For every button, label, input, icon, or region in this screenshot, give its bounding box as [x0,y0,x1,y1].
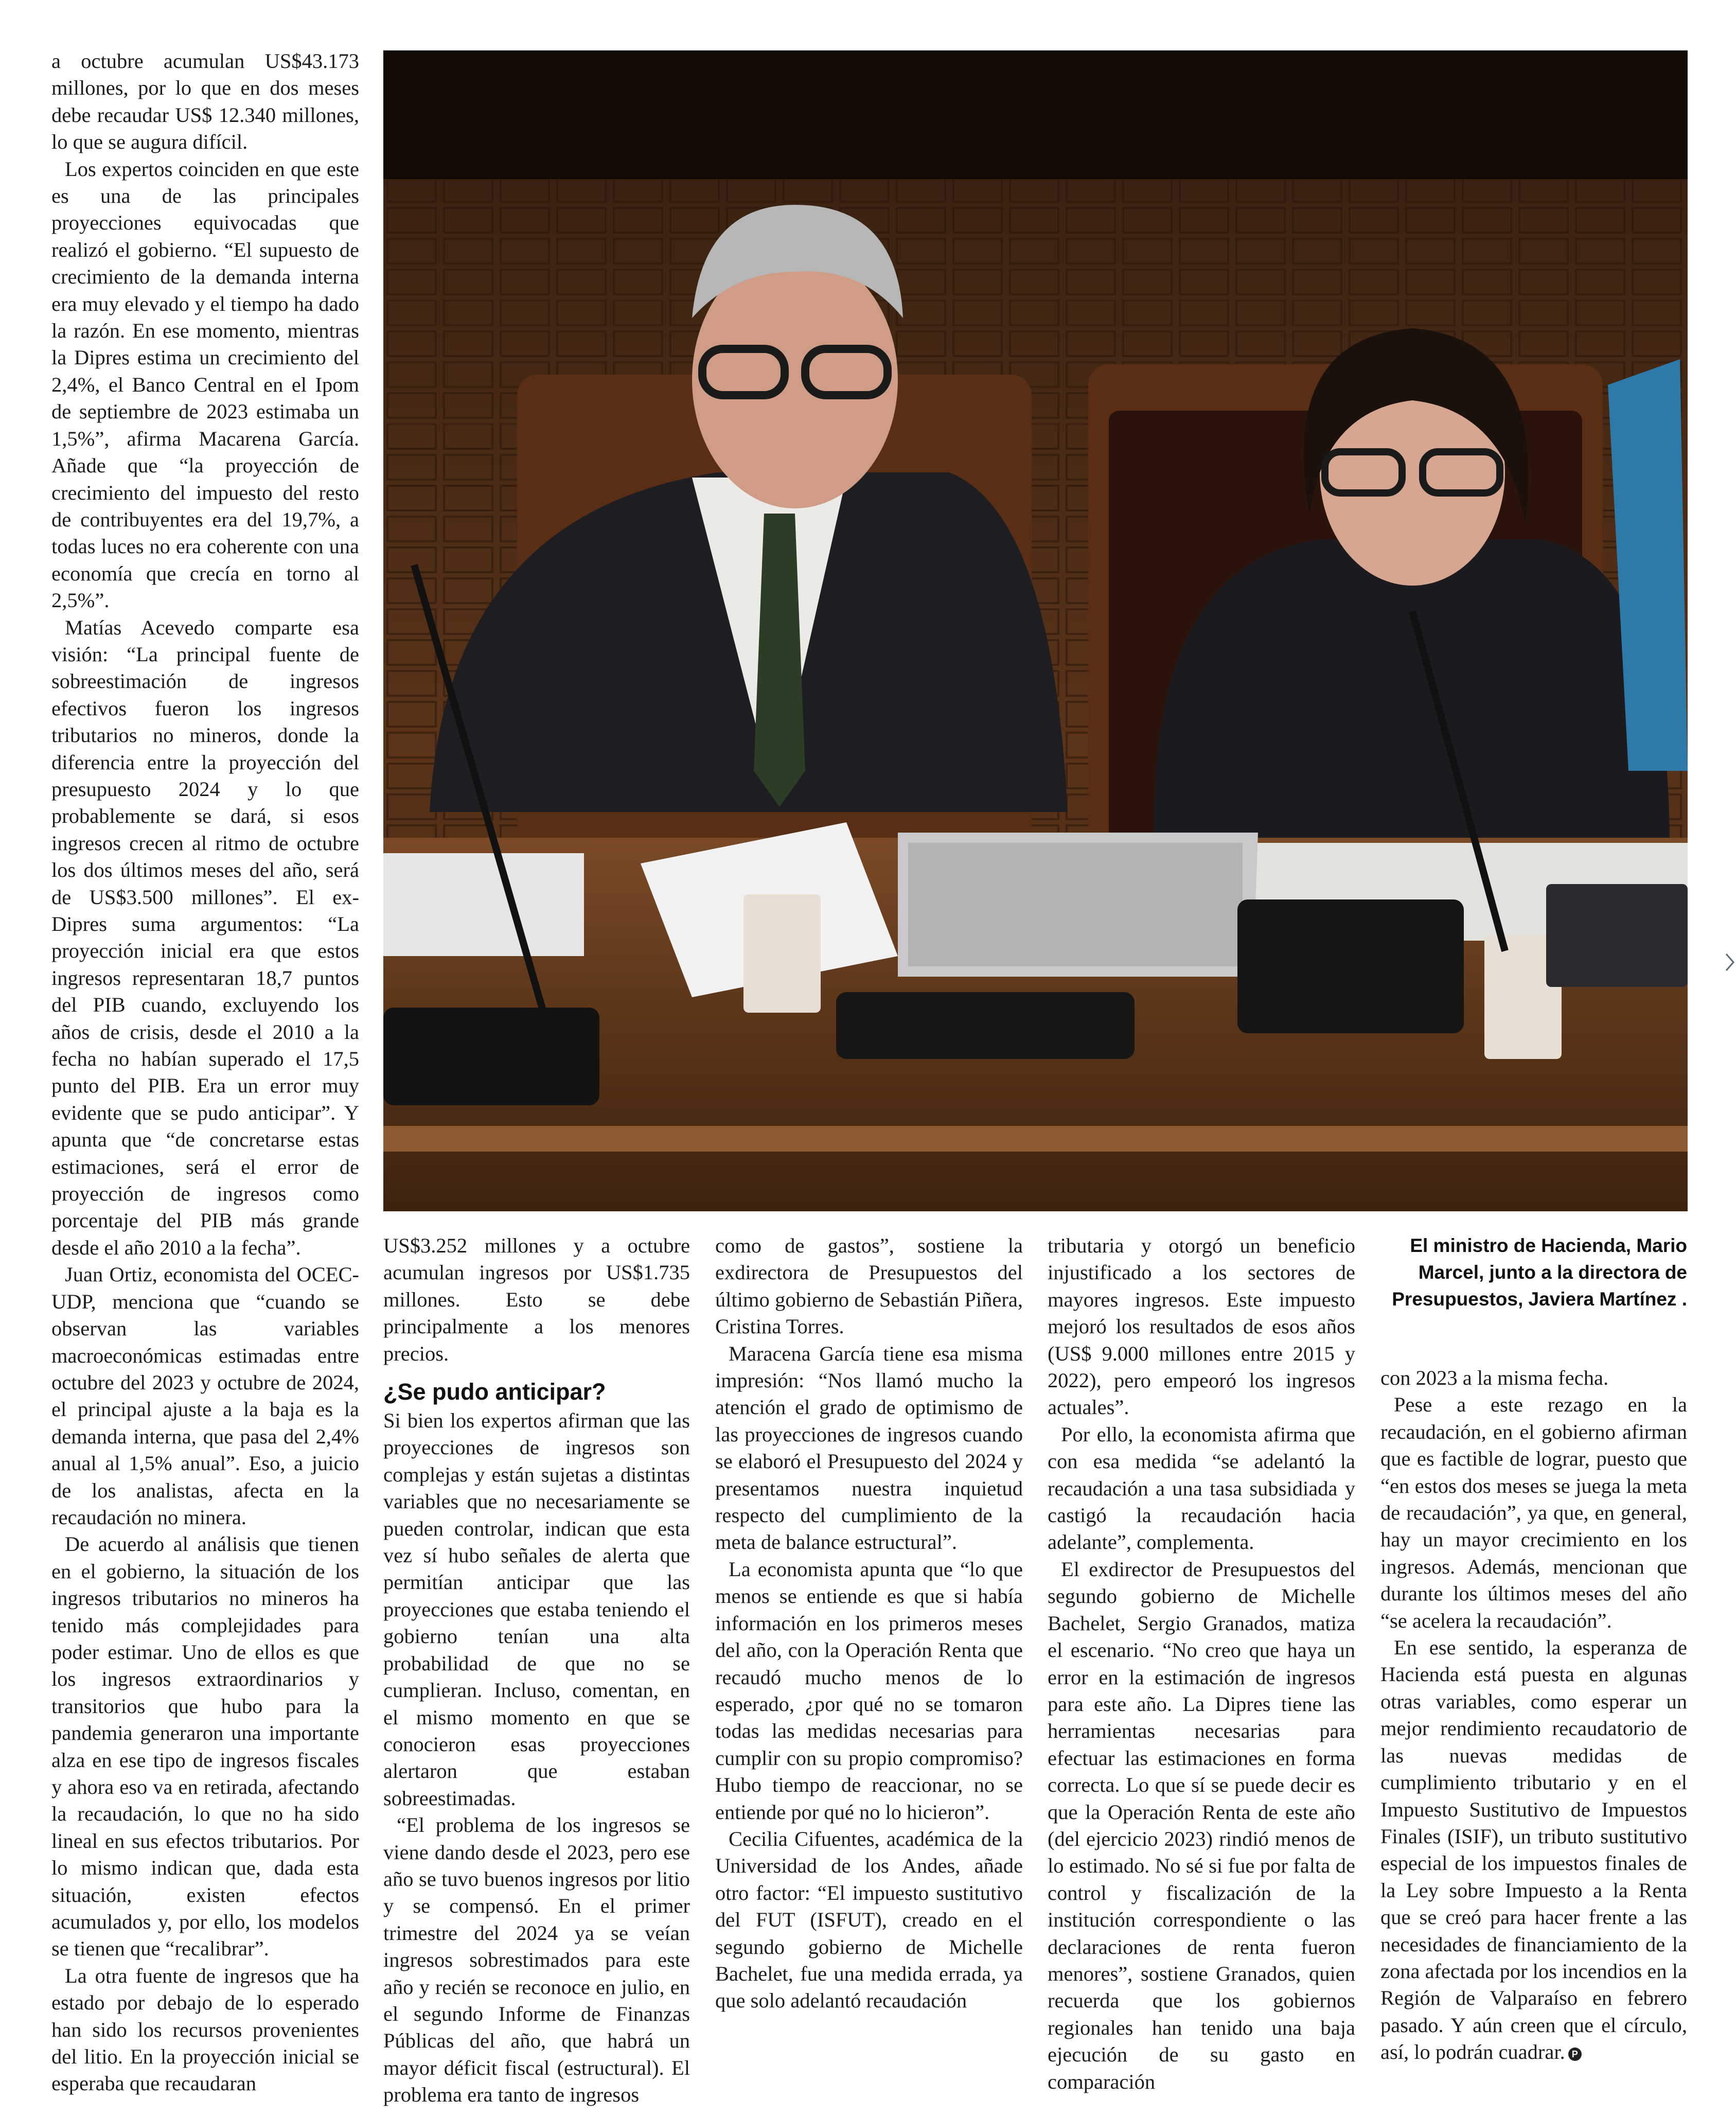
paragraph: Cecilia Cifuentes, académica de la Universidad de los Andes, añade otro factor: “El impuesto sustitutivo del FUT (ISFUT), creado en el segundo gobierno de Michelle Bachelet, fue una medida errada, ya que solo adelantó recaudación [715,1827,1023,2013]
paragraph: Los expertos coinciden en que este es una de las principales proyecciones equivocadas que realizó el gobierno. “El supuesto de crecimiento de la demanda interna era muy elevado y el tiempo ha dado la razón. En ese momento, mientras la Dipres estima un crecimiento del 2,4%, el Banco Central en el Ipom de septiembre de 2023 estimaba un 1,5%”, afirma Macarena García. Añade que “la proyección de crecimiento del impuesto del resto de contribuyentes era del 19,7%, a todas luces no era coherente con una economía que crecía en torno al 2,5%”. [51,157,359,612]
paragraph: como de gastos”, sostiene la exdirectora de Presupuestos del último gobierno de Sebastián Piñera, Cristina Torres. [715,1234,1023,1338]
paragraph: Si bien los expertos afirman que las proyecciones de ingresos son complejas y están sujetas a distintas variables que no necesariamente se pueden controlar, indican que esta vez sí hubo señales de alerta que permitían anticipar que las proyecciones que estaba teniendo el gobierno tenían una alta probabilidad de que no se cumplieran. Incluso, comentan, en el mismo momento en que se conocieron esas proyecciones alertaron que estaban sobreestimadas. [383,1409,690,1810]
paragraph: US$3.252 millones y a octubre acumulan ingresos por US$1.735 millones. Esto se debe principalmente a los menores precios. [383,1234,690,1365]
photo-caption: El ministro de Hacienda, Mario Marcel, junto a la directora de Presupuestos, Javiera Martínez . [1392,1235,1687,1310]
section-heading: ¿Se pudo anticipar? [383,1379,606,1405]
paragraph: La otra fuente de ingresos que ha estado por debajo de lo esperado han sido los recursos provenientes del litio. En la proyección inicial se esperaba que recaudaran [51,1964,359,2095]
paragraph: “El problema de los ingresos se viene dando desde el 2023, pero ese año se tuvo buenos ingresos por litio y se compensó. En el primer trimestre del 2024 ya se veían ingresos sobrestimados para este año y recién se reconoce en julio, en el segundo Informe de Finanzas Públicas del año, que habrá un mayor déficit fiscal (estructural). El problema era tanto de ingresos [383,1813,690,2107]
paragraph [1380,1634,1687,2066]
paragraph: Por ello, la economista afirma que con esa medida “se adelantó la recaudación a una tasa subsidiada y castigó la recaudación hacia adelante”, complementa. [1048,1422,1355,1554]
article-column-5 [1380,1365,1687,2085]
article-column-1 [51,48,359,2095]
article-column-3 [715,1232,1023,2087]
paragraph: De acuerdo al análisis que tienen en el gobierno, la situación de los ingresos tributarios no mineros ha tenido más complejidades para poder estimar. Uno de ellos es que los ingresos extraordinarios y transitorios que hubo para la pandemia generaron una importante alza en ese tipo de ingresos fiscales y ahora eso va en retirada, afectando la recaudación, lo que no ha sido lineal en sus efectos tributarios. Por lo mismo indican que, dada esta situación, existen efectos acumulados y, por ello, los modelos se tienen que “recalibrar”. [51,1532,359,1961]
paragraph: con 2023 a la misma fecha. [1380,1366,1609,1389]
paragraph: Maracena García tiene esa misma impresión: “Nos llamó mucho la atención el grado de optimismo de las proyecciones de ingresos cuando se elaboró el Presupuesto del 2024 y presentamos nuestra inquietud respecto del cumplimiento de la meta de balance estructural”. [715,1342,1023,1554]
article-column-4 [1048,1232,1355,2093]
paragraph: La economista apunta que “lo que menos se entiende es que si había información en los primeros meses del año, con la Operación Renta que recaudó mucho menos de lo esperado, ¿por qué no se tomaron todas las medidas necesarias para cumplir con su propio compromiso? Hubo tiempo de reaccionar, no se entiende por qué no lo hicieron”. [715,1557,1023,1824]
paragraph: Juan Ortiz, economista del OCEC-UDP, menciona que “cuando se observan las variables macroeconómicas estimadas entre octubre del 2023 y octubre de 2024, el principal ajuste a la baja es la demanda interna, que pasa del 2,4% anual al 1,5% anual”. Eso, a juicio de los analistas, afecta en la recaudación no minera. [51,1263,359,1529]
publication-logo-icon: P [1568,2048,1582,2061]
paragraph: El exdirector de Presupuestos del segundo gobierno de Michelle Bachelet, Sergio Granados, matiza el escenario. “No creo que haya un error en la estimación de ingresos para este año. La Dipres tiene las herramientas necesarias para efectuar las estimaciones en forma correcta. Lo que sí se puede decir es que la Operación Renta de este año (del ejercicio 2023) rindió menos de lo estimado. No sé si fue por falta de control y fiscalización de la institución correspondiente o las declaraciones de renta fueron menores”, sostiene Granados, quien recuerda que los gobiernos regionales han tenido una baja ejecución de su gasto en comparación [1048,1557,1355,2093]
chevron-right-icon[interactable] [1725,952,1735,973]
article-column-2 [383,1232,690,2107]
paragraph: tributaria y otorgó un beneficio injustificado a los sectores de mayores ingresos. Este impuesto mejoró los resultados de esos años (US$ 9.000 millones entre 2015 y 2022), pero empeoró los ingresos actuales”. [1048,1234,1355,1419]
paragraph: Pese a este rezago en la recaudación, en el gobierno afirman que es factible de lograr, puesto que “en estos dos meses se juega la meta de recaudación”, ya que, en general, hay un mayor crecimiento en los ingresos. Además, mencionan que durante los últimos meses del año “se acelera la recaudación”. [1380,1393,1687,1632]
paragraph: a octubre acumulan US$43.173 millones, por lo que en dos meses debe recaudar US$ 12.340 millones, lo que se augura difícil. [51,49,359,154]
paragraph-text: En ese sentido, la esperanza de Hacienda está puesta en algunas otras variables, como esperar un mejor rendimiento recaudatorio de las nuevas medidas de cumplimiento tributario y en el Impuesto Sustitutivo de Impuestos Finales (ISIF), un tributo sustitutivo especial de los impuestos finales de la Ley sobre Impuesto a la Renta que se creó para hacer frente a las necesidades de financiamiento de la zona afectada por los incendios en la Región de Valparaíso en febrero pasado. Y aún creen que el círculo, así, lo podrán cuadrar. [1380,1636,1687,2064]
article-photo [383,50,1688,1211]
paragraph: Matías Acevedo comparte esa visión: “La principal fuente de sobreestimación de ingresos efectivos fueron los ingresos tributarios no mineros, donde la diferencia entre la proyección del presupuesto 2024 y lo que probablemente se dará, si esos ingresos crecen al ritmo de octubre los dos últimos meses del año, será de US$3.500 millones”. El ex-Dipres suma argumentos: “La proyección inicial era que estos ingresos representaran 18,7 puntos del PIB cuando, excluyendo los años de crisis, desde el 2010 a la fecha no habían superado el 17,5 punto del PIB. Era un error muy evidente que se pudo anticipar”. Y apunta que “de concretarse estas estimaciones, será el error de proyección de ingresos como porcentaje del PIB más grande desde el año 2010 a la fecha”. [51,615,359,1259]
